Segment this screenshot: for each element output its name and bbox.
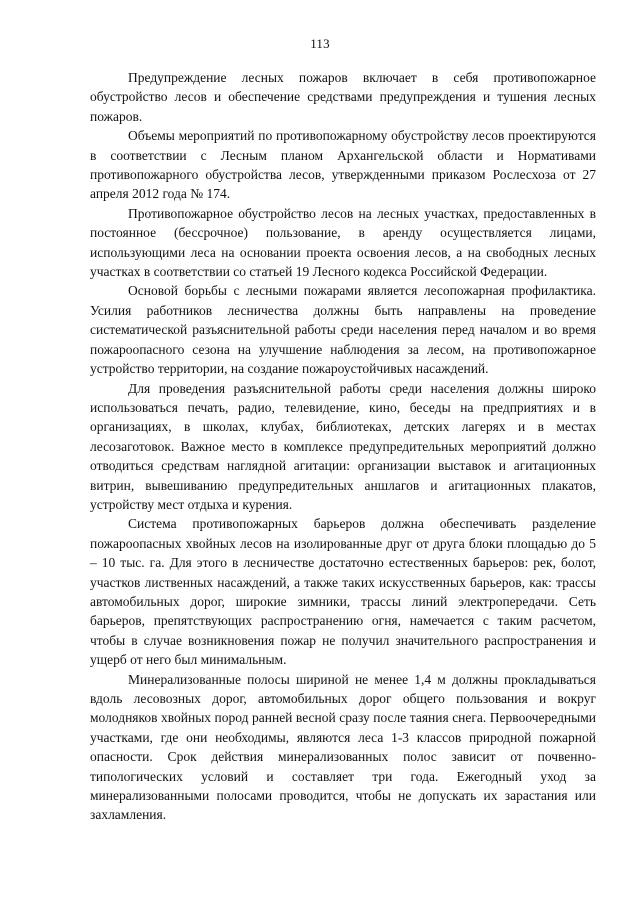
paragraph: Система противопожарных барьеров должна обеспечивать разделение пожароопасных хвойных лесов на изолированные друг от друга блоки площадью до 5 – 10 тыс. га. Для этого в лесничестве достаточно естественных барьеров: рек, болот, участков лиственных насаждений, а также таких искусственных барьеров, как: трассы автомобильных дорог, широкие зимники, трассы линий электропередачи. Сеть барьеров, препятствующих распространению огня, намечается с таким расчетом, чтобы в случае возникновения пожар не получил значительного распространения и ущерб от него был минимальным. bbox=[90, 516, 596, 668]
paragraph: Основой борьбы с лесными пожарами является лесопожарная профилактика. Усилия работников лесничества должны быть направлены на проведение систематической разъяснительной работы среди населения перед началом и во время пожароопасного сезона на улучшение наблюдения за лесом, на противопожарное устройство территории, на создание пожароустойчивых насаждений. bbox=[90, 283, 596, 377]
paragraph: Объемы мероприятий по противопожарному обустройству лесов проектируются в соответствии с Лесным планом Архангельской области и Нормативами противопожарного обустройства лесов, утвержденными приказом Рослесхоза от 27 апреля 2012 года № 174. bbox=[90, 128, 596, 202]
page-number: 113 bbox=[310, 36, 330, 51]
paragraph: Минерализованные полосы шириной не менее 1,4 м должны прокладываться вдоль лесовозных дорог, автомобильных дорог общего пользования и вокруг молодняков хвойных пород ранней весной сразу после таяния снега. Первоочередными участками, где они необходимы, являются леса 1-3 классов природной пожарной опасности. Срок действия минерализованных полос зависит от почвенно-типологических условий и составляет три года. Ежегодный уход за минерализованными полосами проводится, чтобы не допускать их зарастания или захламления. bbox=[90, 671, 596, 823]
paragraph: Противопожарное обустройство лесов на лесных участках, предоставленных в постоянное (бессрочное) пользование, в аренду осуществляется лицами, использующими леса на основании проекта освоения лесов, а на свободных лесных участках в соответствии со статьей 19 Лесного кодекса Российской Федерации. bbox=[90, 205, 596, 280]
paragraph: Для проведения разъяснительной работы среди населения должны широко использоваться печать, радио, телевидение, кино, беседы на предприятиях и в организациях, в школах, клубах, библиотеках, детских лагерях и в местах лесозаготовок. Важное место в комплексе предупредительных мероприятий должно отводиться средствам наглядной агитации: организации выставок и агитационных витрин, вывешиванию предупредительных аншлагов и агитационных плакатов, устройству мест отдыха и курения. bbox=[90, 380, 596, 512]
paragraph: Предупреждение лесных пожаров включает в себя противопожарное обустройство лесов и обеспечение средствами предупреждения и тушения лесных пожаров. bbox=[90, 70, 596, 124]
body-text bbox=[90, 68, 596, 825]
